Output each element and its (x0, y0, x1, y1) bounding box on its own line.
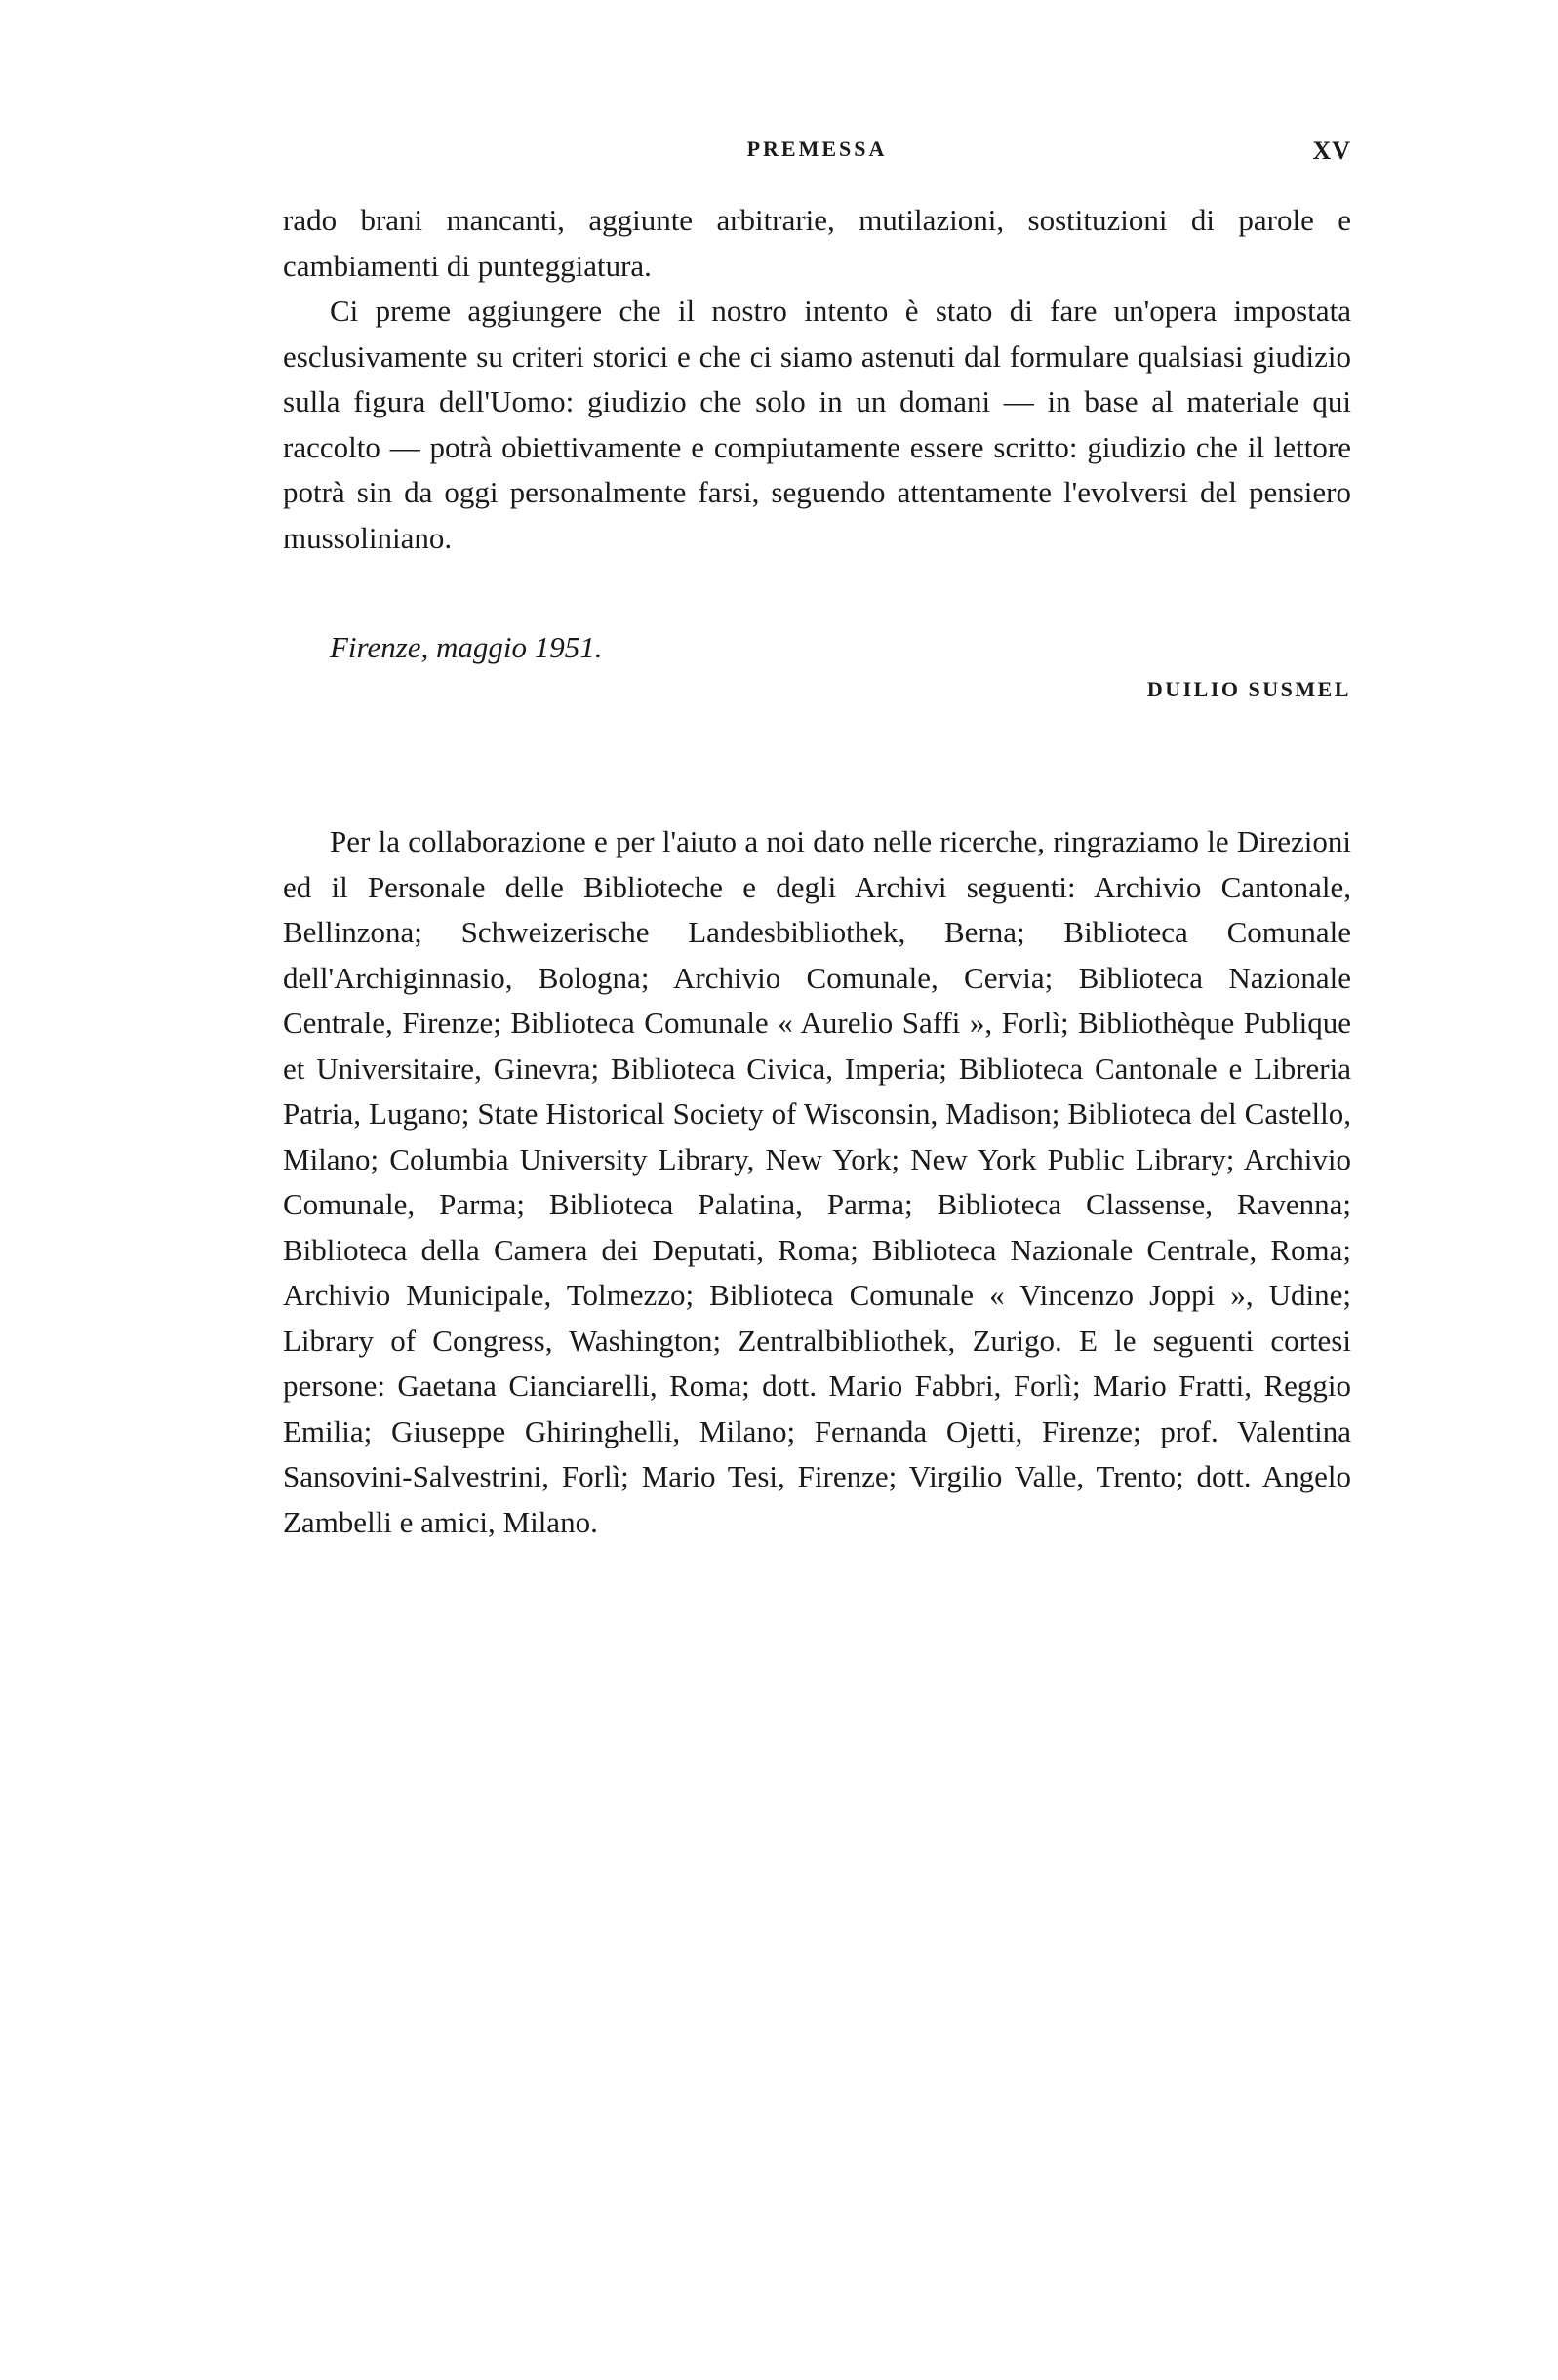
place-date: Firenze, maggio 1951. (330, 630, 603, 664)
closing-signature (283, 630, 1351, 737)
intro-text (283, 198, 1351, 561)
running-title: PREMESSA (746, 137, 888, 161)
intro-paragraph: Ci preme aggiungere che il nostro intento è stato di fare un'opera impostata esclusivamente su criteri storici e che ci siamo astenuti dal formulare qualsiasi giudizio sulla figura dell'Uomo: giudizio che solo in un domani — in base al materiale qui raccolto — potrà obiettivamente e compiutamente essere scritto: giudizio che il lettore potrà sin da oggi personalmente farsi, seguendo attentamente l'evolversi del pensiero mussoliniano. (283, 294, 1351, 555)
author-name: DUILIO SUSMEL (1146, 677, 1351, 701)
acknowledgements-paragraph: Per la collaborazione e per l'aiuto a noi dato nelle ricerche, ringraziamo le Direzioni ed il Personale delle Biblioteche e degli Archivi seguenti: Archivio Cantonale, Bellinzona; Schweizerische Landesbibliothek, Berna; Biblioteca Comunale dell'Archiginnasio, Bologna; Archivio Comunale, Cervia; Biblioteca Nazionale Centrale, Firenze; Biblioteca Comunale « Aurelio Saffi », Forlì; Bibliothèque Publique et Universitaire, Ginevra; Biblioteca Civica, Imperia; Biblioteca Cantonale e Libreria Patria, Lugano; State Historical Society of Wisconsin, Madison; Biblioteca del Castello, Milano; Columbia University Library, New York; New York Public Library; Archivio Comunale, Parma; Biblioteca Palatina, Parma; Biblioteca Classense, Ravenna; Biblioteca della Camera dei Deputati, Roma; Biblioteca Nazionale Centrale, Roma; Archivio Municipale, Tolmezzo; Biblioteca Comunale « Vincenzo Joppi », Udine; Library of Congress, Washington; Zentralbibliothek, Zurigo. E le seguenti cortesi persone: Gaetana Cianciarelli, Roma; dott. Mario Fabbri, Forlì; Mario Fratti, Reggio Emilia; Giuseppe Ghiringhelli, Milano; Fernanda Ojetti, Firenze; prof. Valentina Sansovini-Salvestrini, Forlì; Mario Tesi, Firenze; Virgilio Valle, Trento; dott. Angelo Zambelli e amici, Milano. (283, 824, 1351, 1539)
page-number: XV (1312, 137, 1351, 165)
running-head (283, 137, 1351, 176)
acknowledgements-text (283, 819, 1351, 1545)
intro-paragraph-continued: rado brani mancanti, aggiunte arbitrarie, mutilazioni, sostituzioni di parole e cambiamenti di punteggiatura. (283, 203, 1351, 283)
